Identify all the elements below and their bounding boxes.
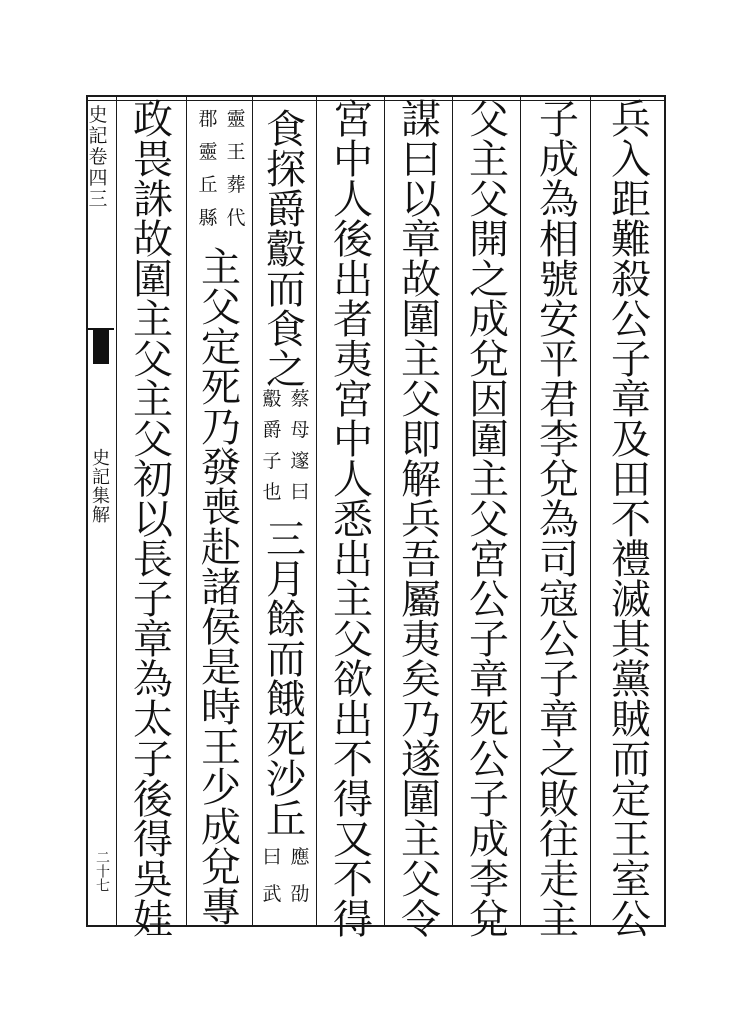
character: 也 bbox=[262, 481, 282, 503]
character: 劭 bbox=[290, 883, 310, 905]
character: 定 bbox=[201, 325, 241, 371]
character: 父 bbox=[469, 97, 509, 143]
character: 葬 bbox=[226, 174, 246, 196]
character: 爵 bbox=[266, 187, 306, 233]
character: 夷 bbox=[333, 337, 373, 383]
character: 而 bbox=[266, 267, 306, 313]
character: 公 bbox=[469, 577, 509, 623]
character: 月 bbox=[266, 557, 306, 603]
character: 曰 bbox=[401, 137, 441, 183]
character: 得 bbox=[333, 897, 373, 943]
character: 畏 bbox=[133, 137, 173, 183]
fishtail-block bbox=[93, 328, 109, 364]
character: 李 bbox=[539, 417, 579, 463]
character: 主 bbox=[469, 457, 509, 503]
character: 子 bbox=[611, 337, 651, 383]
margin-title-char: 卷 bbox=[88, 145, 108, 168]
character: 悉 bbox=[333, 497, 373, 543]
character: 往 bbox=[539, 817, 579, 863]
character: 專 bbox=[201, 885, 241, 931]
character: 圍 bbox=[401, 777, 441, 823]
character: 中 bbox=[333, 417, 373, 463]
character: 兵 bbox=[401, 497, 441, 543]
text-column-4 bbox=[390, 97, 452, 943]
annotation-right bbox=[288, 848, 312, 904]
character: 邃 bbox=[290, 450, 310, 472]
character: 章 bbox=[133, 617, 173, 663]
column-rule bbox=[520, 97, 521, 925]
main-text-segment bbox=[256, 517, 316, 843]
column-rule bbox=[116, 97, 117, 925]
character: 宮 bbox=[333, 377, 373, 423]
character: 而 bbox=[611, 737, 651, 783]
character: 武 bbox=[262, 883, 282, 905]
character: 應 bbox=[290, 846, 310, 868]
character: 敗 bbox=[539, 777, 579, 823]
character: 父 bbox=[333, 617, 373, 663]
character: 令 bbox=[401, 897, 441, 943]
character: 禮 bbox=[611, 537, 651, 583]
character: 娃 bbox=[133, 897, 173, 943]
character: 為 bbox=[539, 497, 579, 543]
character: 賊 bbox=[611, 697, 651, 743]
character: 定 bbox=[611, 777, 651, 823]
character: 主 bbox=[133, 377, 173, 423]
character: 得 bbox=[333, 777, 373, 823]
character: 成 bbox=[469, 817, 509, 863]
character: 後 bbox=[133, 777, 173, 823]
character: 發 bbox=[201, 445, 241, 491]
character: 兵 bbox=[611, 97, 651, 143]
character: 父 bbox=[201, 285, 241, 331]
character: 章 bbox=[401, 217, 441, 263]
character: 父 bbox=[469, 177, 509, 223]
character: 吾 bbox=[401, 537, 441, 583]
annotation-left bbox=[196, 110, 220, 228]
character: 丘 bbox=[198, 174, 218, 196]
character: 為 bbox=[133, 657, 173, 703]
character: 蔡 bbox=[290, 388, 310, 410]
annotation-left bbox=[260, 390, 284, 502]
character: 故 bbox=[133, 217, 173, 263]
character: 公 bbox=[539, 617, 579, 663]
character: 室 bbox=[611, 857, 651, 903]
character: 出 bbox=[333, 697, 373, 743]
character: 死 bbox=[469, 697, 509, 743]
character: 食 bbox=[266, 107, 306, 153]
character: 君 bbox=[539, 377, 579, 423]
character: 子 bbox=[133, 737, 173, 783]
character: 子 bbox=[539, 657, 579, 703]
column-rule bbox=[384, 97, 385, 925]
character: 以 bbox=[133, 497, 173, 543]
character: 鷇 bbox=[262, 388, 282, 410]
character: 時 bbox=[201, 685, 241, 731]
column-rule bbox=[452, 97, 453, 925]
margin-source-char: 記 bbox=[92, 466, 110, 488]
main-text-segment bbox=[190, 245, 252, 931]
character: 及 bbox=[611, 417, 651, 463]
character: 人 bbox=[333, 457, 373, 503]
character: 靈 bbox=[198, 141, 218, 163]
character: 公 bbox=[469, 737, 509, 783]
character: 侯 bbox=[201, 605, 241, 651]
character: 靈 bbox=[226, 108, 246, 130]
character: 主 bbox=[401, 337, 441, 383]
character: 章 bbox=[539, 697, 579, 743]
character: 安 bbox=[539, 297, 579, 343]
character: 是 bbox=[201, 645, 241, 691]
text-column-5 bbox=[322, 97, 384, 943]
column-rule bbox=[316, 97, 317, 925]
character: 丘 bbox=[266, 797, 306, 843]
text-column-6 bbox=[256, 100, 316, 920]
character: 之 bbox=[539, 737, 579, 783]
character: 圍 bbox=[401, 297, 441, 343]
annotation-left bbox=[260, 848, 284, 904]
character: 屬 bbox=[401, 577, 441, 623]
character: 沙 bbox=[266, 757, 306, 803]
character: 又 bbox=[333, 817, 373, 863]
character: 食 bbox=[266, 307, 306, 353]
character: 餓 bbox=[266, 677, 306, 723]
character: 誅 bbox=[133, 177, 173, 223]
character: 欲 bbox=[333, 657, 373, 703]
character: 矣 bbox=[401, 657, 441, 703]
character: 長 bbox=[133, 537, 173, 583]
character: 主 bbox=[469, 137, 509, 183]
character: 子 bbox=[262, 450, 282, 472]
character: 而 bbox=[266, 637, 306, 683]
character: 喪 bbox=[201, 485, 241, 531]
character: 主 bbox=[401, 817, 441, 863]
character: 父 bbox=[133, 337, 173, 383]
character: 公 bbox=[611, 897, 651, 943]
column-rule bbox=[590, 97, 591, 925]
character: 走 bbox=[539, 857, 579, 903]
character: 其 bbox=[611, 617, 651, 663]
character: 相 bbox=[539, 217, 579, 263]
character: 為 bbox=[539, 177, 579, 223]
character: 即 bbox=[401, 417, 441, 463]
character: 之 bbox=[469, 257, 509, 303]
character: 兌 bbox=[201, 845, 241, 891]
character: 兌 bbox=[469, 897, 509, 943]
text-column-2 bbox=[528, 97, 590, 943]
character: 子 bbox=[469, 777, 509, 823]
character: 政 bbox=[133, 97, 173, 143]
character: 王 bbox=[226, 141, 246, 163]
character: 司 bbox=[539, 537, 579, 583]
character: 成 bbox=[201, 805, 241, 851]
character: 赴 bbox=[201, 525, 241, 571]
character: 入 bbox=[611, 137, 651, 183]
character: 圍 bbox=[469, 417, 509, 463]
character: 兌 bbox=[539, 457, 579, 503]
character: 成 bbox=[539, 137, 579, 183]
character: 圍 bbox=[133, 257, 173, 303]
character: 公 bbox=[611, 297, 651, 343]
character: 成 bbox=[469, 297, 509, 343]
character: 寇 bbox=[539, 577, 579, 623]
character: 田 bbox=[611, 457, 651, 503]
character: 太 bbox=[133, 697, 173, 743]
character: 夷 bbox=[401, 617, 441, 663]
character: 因 bbox=[469, 377, 509, 423]
margin-title-char: 史 bbox=[88, 104, 108, 126]
character: 遂 bbox=[401, 737, 441, 783]
character: 父 bbox=[401, 377, 441, 423]
annotation-right bbox=[288, 390, 312, 502]
character: 三 bbox=[266, 517, 306, 563]
character: 距 bbox=[611, 177, 651, 223]
character: 王 bbox=[611, 817, 651, 863]
character: 探 bbox=[266, 147, 306, 193]
character: 以 bbox=[401, 177, 441, 223]
character: 故 bbox=[401, 257, 441, 303]
character: 主 bbox=[133, 297, 173, 343]
character: 曰 bbox=[262, 846, 282, 868]
character: 黨 bbox=[611, 657, 651, 703]
character: 曰 bbox=[290, 481, 310, 503]
character: 餘 bbox=[266, 597, 306, 643]
character: 滅 bbox=[611, 577, 651, 623]
character: 不 bbox=[333, 857, 373, 903]
annotation-right bbox=[224, 110, 248, 228]
character: 初 bbox=[133, 457, 173, 503]
character: 王 bbox=[201, 725, 241, 771]
character: 出 bbox=[333, 257, 373, 303]
character: 後 bbox=[333, 217, 373, 263]
page-number-text: 二十七 bbox=[94, 850, 110, 892]
page-number bbox=[92, 850, 112, 892]
character: 母 bbox=[290, 419, 310, 441]
margin-title-char: 三 bbox=[88, 187, 108, 210]
margin-title-char: 記 bbox=[88, 124, 108, 147]
column-rule bbox=[252, 97, 253, 925]
character: 宮 bbox=[333, 97, 373, 143]
character: 難 bbox=[611, 217, 651, 263]
character: 者 bbox=[333, 297, 373, 343]
character: 父 bbox=[401, 857, 441, 903]
character: 子 bbox=[539, 97, 579, 143]
character: 代 bbox=[226, 207, 246, 229]
character: 主 bbox=[539, 897, 579, 943]
character: 出 bbox=[333, 537, 373, 583]
margin-source-char: 解 bbox=[92, 504, 110, 526]
character: 乃 bbox=[201, 405, 241, 451]
character: 解 bbox=[401, 457, 441, 503]
character: 之 bbox=[266, 347, 306, 393]
character: 中 bbox=[333, 137, 373, 183]
main-text-segment bbox=[256, 107, 316, 393]
character: 得 bbox=[133, 817, 173, 863]
character: 開 bbox=[469, 217, 509, 263]
margin-title-char: 四 bbox=[88, 166, 108, 189]
character: 平 bbox=[539, 337, 579, 383]
margin-source bbox=[90, 450, 112, 526]
character: 子 bbox=[133, 577, 173, 623]
character: 爵 bbox=[262, 419, 282, 441]
character: 人 bbox=[333, 177, 373, 223]
character: 李 bbox=[469, 857, 509, 903]
character: 謀 bbox=[401, 97, 441, 143]
character: 吳 bbox=[133, 857, 173, 903]
text-column-3 bbox=[458, 97, 520, 943]
text-column-7 bbox=[190, 100, 252, 931]
character: 不 bbox=[611, 497, 651, 543]
text-column-8 bbox=[120, 97, 186, 943]
character: 死 bbox=[266, 717, 306, 763]
character: 乃 bbox=[401, 697, 441, 743]
margin-source-char: 集 bbox=[92, 485, 110, 507]
column-rule bbox=[186, 97, 187, 925]
character: 不 bbox=[333, 737, 373, 783]
character: 子 bbox=[469, 617, 509, 663]
character: 號 bbox=[539, 257, 579, 303]
text-column-1 bbox=[598, 97, 664, 943]
character: 父 bbox=[469, 497, 509, 543]
character: 主 bbox=[201, 245, 241, 291]
character: 殺 bbox=[611, 257, 651, 303]
character: 章 bbox=[611, 377, 651, 423]
margin-source-char: 史 bbox=[92, 448, 110, 469]
character: 兌 bbox=[469, 337, 509, 383]
character: 章 bbox=[469, 657, 509, 703]
character: 少 bbox=[201, 765, 241, 811]
character: 諸 bbox=[201, 565, 241, 611]
character: 鷇 bbox=[266, 227, 306, 273]
character: 郡 bbox=[198, 108, 218, 130]
character: 主 bbox=[333, 577, 373, 623]
character: 父 bbox=[133, 417, 173, 463]
character: 縣 bbox=[198, 207, 218, 229]
character: 宮 bbox=[469, 537, 509, 583]
margin-title bbox=[86, 105, 110, 209]
character: 死 bbox=[201, 365, 241, 411]
